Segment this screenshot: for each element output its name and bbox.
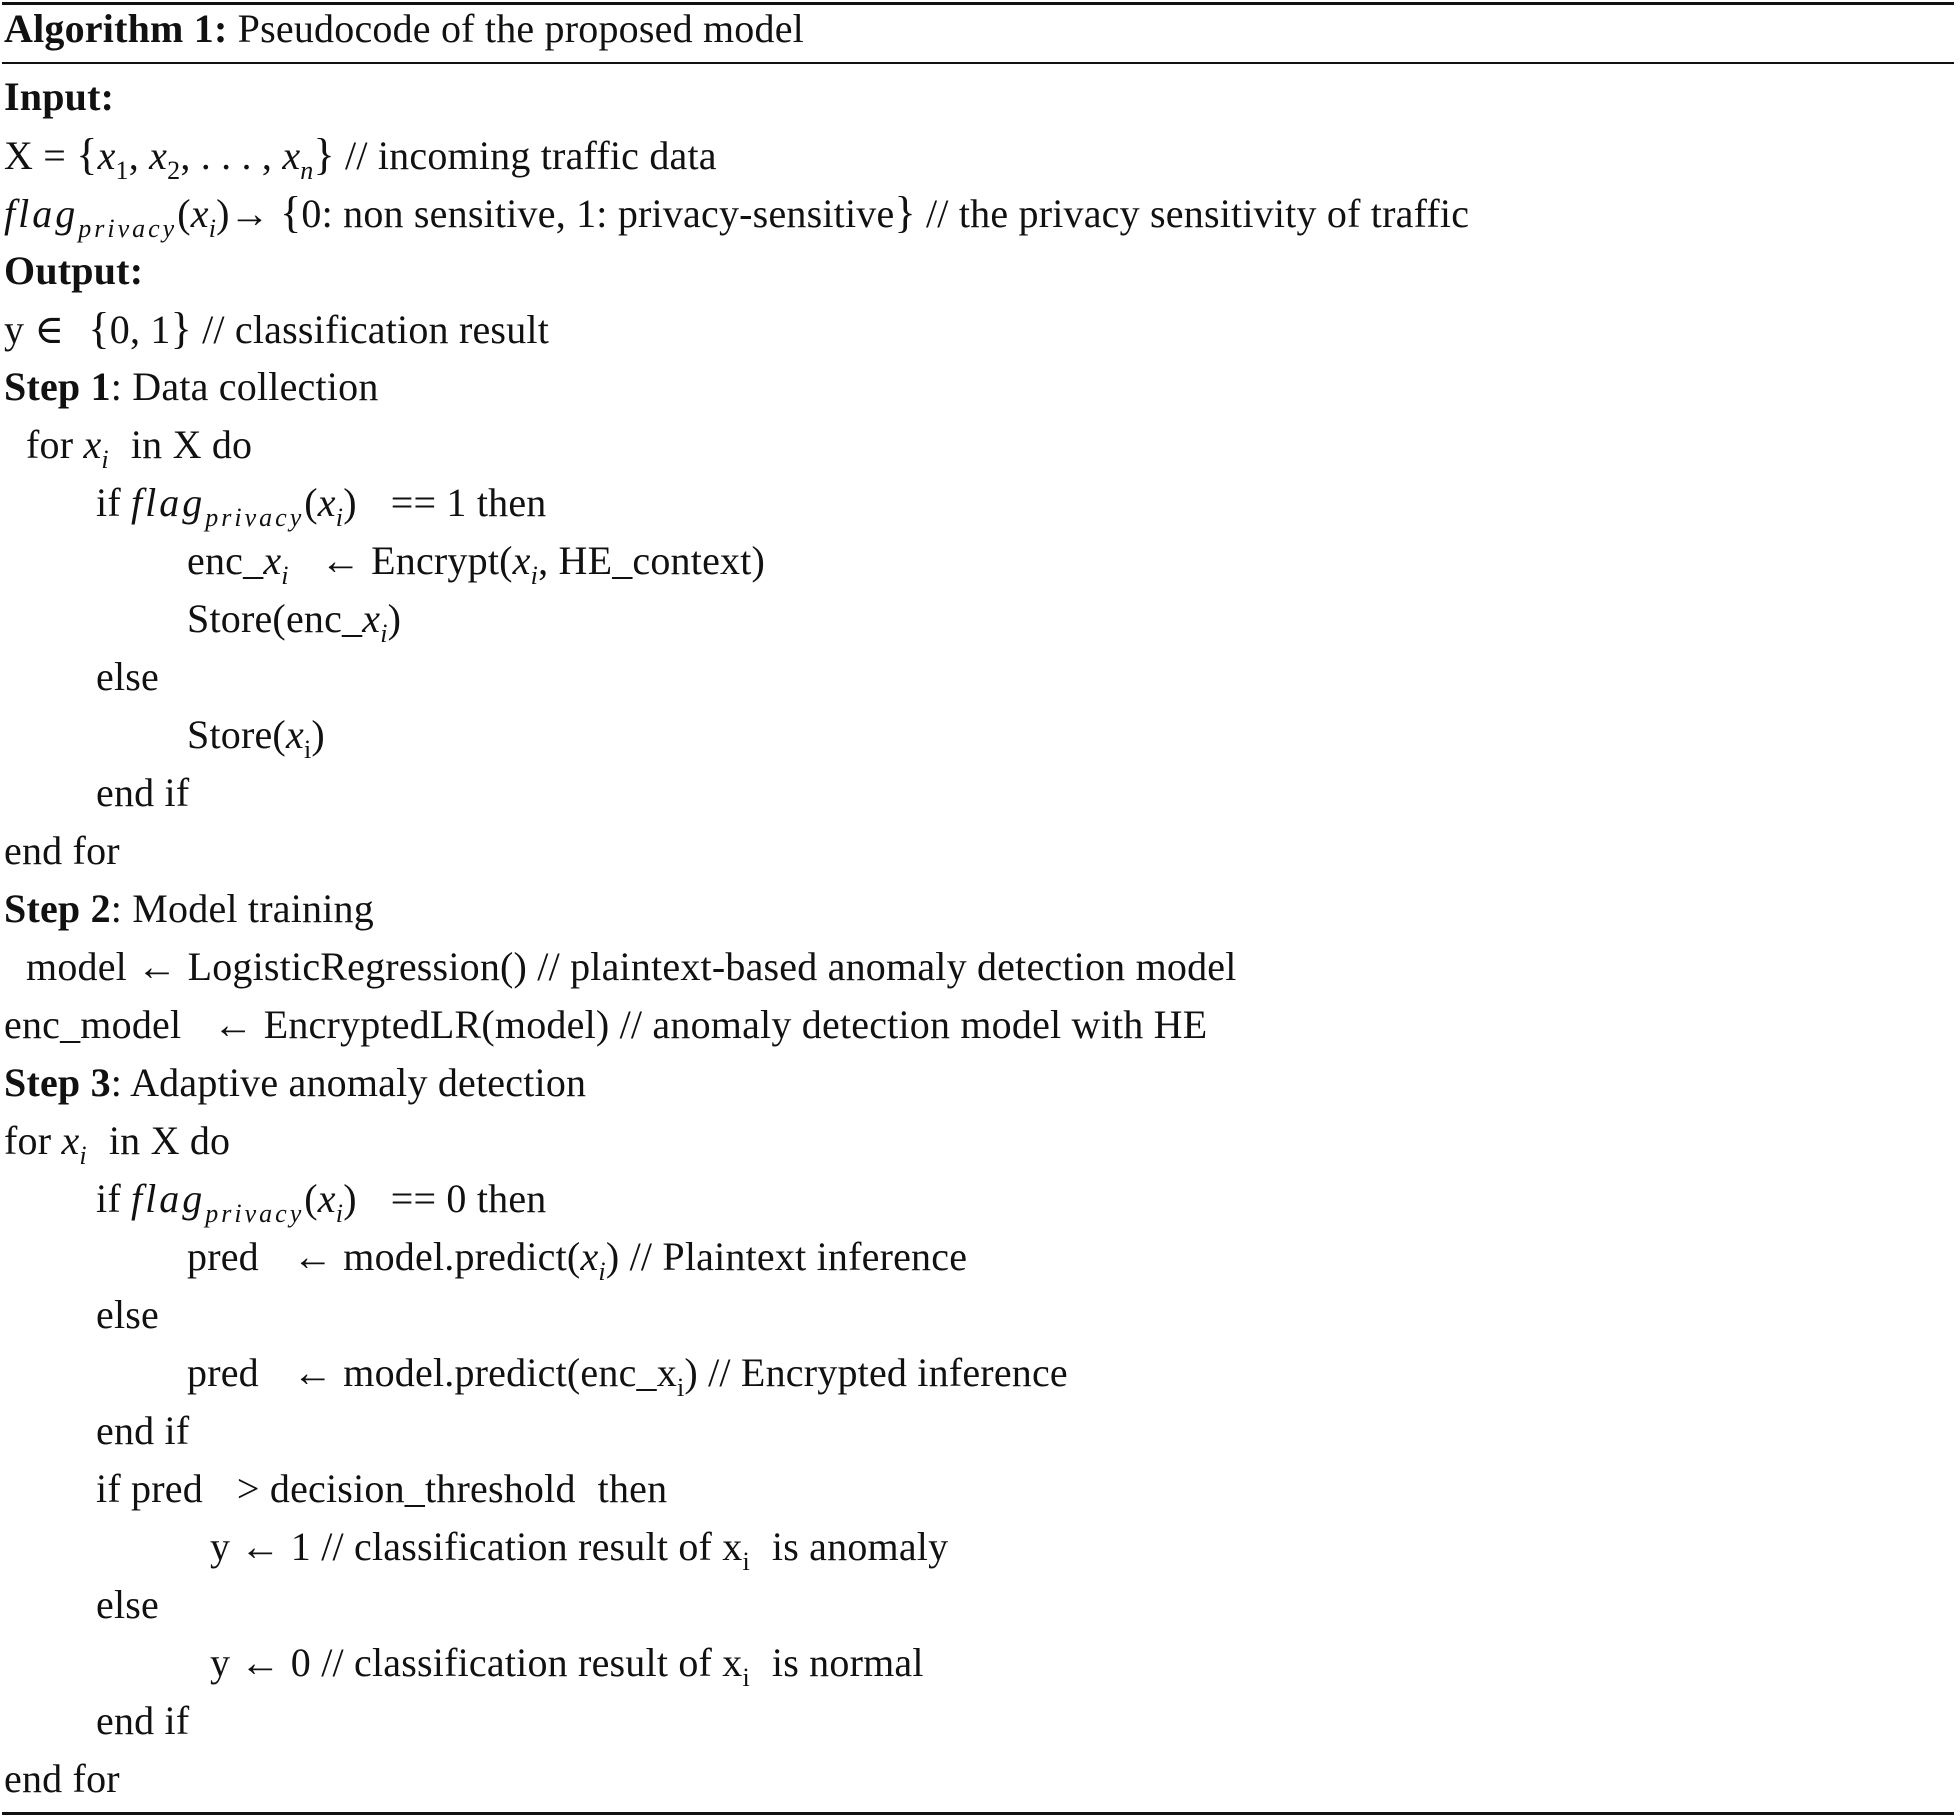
- step3-if2-b: > decision_threshold: [236, 1466, 576, 1511]
- flag-arrow: →: [229, 191, 281, 236]
- step3-y1-b: is anomaly: [771, 1524, 949, 1569]
- step3-endif1-kw: end if: [96, 1408, 190, 1453]
- step3-endfor-kw: end for: [4, 1756, 120, 1801]
- step1-store1-var: x: [362, 596, 381, 641]
- step3-else2-line: [96, 1576, 159, 1634]
- step3-if-flag-sub: privacy: [205, 1199, 305, 1228]
- step1-enc-var: x: [263, 538, 282, 583]
- step3-for-var-sub: i: [79, 1141, 87, 1170]
- step2-model-line: [26, 938, 1237, 996]
- step1-if-rest: == 1 then: [390, 480, 547, 525]
- step3-pred2-b: ) // Encrypted inference: [684, 1350, 1068, 1395]
- step3-y0-sub: i: [742, 1663, 750, 1692]
- step3-for-var: x: [61, 1118, 80, 1163]
- step3-heading: [4, 1054, 586, 1112]
- x2-sub: 2: [167, 156, 181, 185]
- step2-enc-model-name: enc_model: [4, 1002, 182, 1047]
- output-label-line: [4, 242, 143, 300]
- step3-pred1-sub: i: [598, 1257, 606, 1286]
- step3-endif2-line: [96, 1692, 189, 1750]
- step1-store-enc-line: [187, 590, 401, 648]
- step1-store-plain-line: [187, 706, 325, 764]
- x-set-open: {: [76, 130, 98, 179]
- step3-if2-c: then: [597, 1466, 668, 1511]
- step2-model-text: model ← LogisticRegression() // plaintext-based anomaly detection model: [26, 944, 1237, 989]
- step3-if-rest: == 0 then: [390, 1176, 547, 1221]
- flag-set-open: {: [280, 188, 302, 237]
- step1-store1-a: Store(enc_: [187, 596, 363, 641]
- input-x-line: [4, 126, 717, 184]
- step3-if-line: [96, 1170, 547, 1228]
- step3-if-var: x: [317, 1176, 336, 1221]
- step2-heading: [4, 880, 374, 938]
- step3-pred1-a: ← model.predict(: [292, 1234, 581, 1279]
- step3-if-open: (: [304, 1176, 318, 1221]
- step3-for-kw: for: [4, 1118, 62, 1163]
- step1-label: Step 1: [4, 364, 111, 409]
- y-set-close: }: [170, 304, 192, 353]
- step1-title: : Data collection: [110, 364, 379, 409]
- step2-label: Step 2: [4, 886, 111, 931]
- step3-y0-b: is normal: [771, 1640, 924, 1685]
- header-rule: [2, 62, 1954, 64]
- step3-pred-plain-line: [187, 1228, 967, 1286]
- flag-comment: // the privacy sensitivity of traffic: [915, 191, 1470, 236]
- step3-pred2-sub: i: [676, 1373, 685, 1402]
- step1-for-line: [26, 416, 252, 474]
- step1-for-rest: in X do: [130, 422, 253, 467]
- step3-if-close: ): [343, 1176, 357, 1221]
- y-set-open: {: [88, 304, 110, 353]
- step1-for-var-sub: i: [101, 445, 109, 474]
- step1-else-line: [96, 648, 159, 706]
- step3-pred-enc-line: [187, 1344, 1068, 1402]
- algorithm-title: Pseudocode of the proposed model: [227, 6, 804, 51]
- step1-endif-kw: end if: [96, 770, 190, 815]
- step1-if-var: x: [317, 480, 336, 525]
- step1-store1-b: ): [387, 596, 402, 641]
- step1-enc-rest: , HE_context): [538, 538, 766, 583]
- step2-title: : Model training: [110, 886, 374, 931]
- step3-y-normal-line: [210, 1634, 924, 1692]
- step1-store2-a: Store(: [187, 712, 286, 757]
- flag-arg-sub: i: [208, 214, 217, 243]
- step1-if-line: [96, 474, 547, 532]
- algorithm-caption: [4, 0, 804, 58]
- step3-y0-a: y ← 0 // classification result of x: [210, 1640, 743, 1685]
- step3-pred1-b: ) // Plaintext inference: [605, 1234, 968, 1279]
- step3-else2-kw: else: [96, 1582, 159, 1627]
- flag-arg: x: [190, 191, 209, 236]
- step1-for-var: x: [83, 422, 102, 467]
- algorithm-number: Algorithm 1:: [4, 6, 228, 51]
- x-prefix: X =: [4, 133, 77, 178]
- bottom-rule: [2, 1812, 1954, 1815]
- step3-pred2-name: pred: [187, 1350, 259, 1395]
- y-prefix: y ∈: [4, 307, 75, 352]
- input-label: Input:: [4, 74, 115, 119]
- step2-enc-model-line: [4, 996, 1207, 1054]
- flag-set-text: 0: non sensitive, 1: privacy-sensitive: [301, 191, 895, 236]
- input-label-line: [4, 68, 114, 126]
- flag-close: ): [216, 191, 230, 236]
- step1-store2-var: x: [285, 712, 304, 757]
- y-comment: // classification result: [191, 307, 550, 352]
- step3-if-kw: if: [96, 1176, 132, 1221]
- step3-if2-a: if pred: [96, 1466, 203, 1511]
- step3-endfor-line: [4, 1750, 120, 1808]
- step1-store2-b: ): [311, 712, 325, 757]
- step1-enc-arg: x: [512, 538, 531, 583]
- x2: x: [149, 133, 168, 178]
- x-set-close: }: [313, 130, 335, 179]
- step1-store1-sub: i: [380, 619, 388, 648]
- step3-endif2-kw: end if: [96, 1698, 190, 1743]
- x-comment: // incoming traffic data: [334, 133, 717, 178]
- step1-encrypt-line: [187, 532, 765, 590]
- x-sep1: ,: [128, 133, 150, 178]
- step3-else-kw: else: [96, 1292, 159, 1337]
- step1-endfor-kw: end for: [4, 828, 120, 873]
- step3-threshold-line: [96, 1460, 667, 1518]
- xn: x: [282, 133, 301, 178]
- y-set-text: 0, 1: [109, 307, 171, 352]
- step3-pred2-a: ← model.predict(enc_x: [292, 1350, 677, 1395]
- step3-endif1-line: [96, 1402, 189, 1460]
- step1-endfor-line: [4, 822, 120, 880]
- step1-if-kw: if: [96, 480, 132, 525]
- step1-enc-name: enc_: [187, 538, 264, 583]
- step1-if-flag-sub: privacy: [205, 503, 305, 532]
- step3-y1-sub: i: [742, 1547, 750, 1576]
- step3-pred1-var: x: [580, 1234, 599, 1279]
- step3-pred1-name: pred: [187, 1234, 259, 1279]
- step1-for-kw: for: [26, 422, 84, 467]
- flag-set-close: }: [894, 188, 916, 237]
- step2-enc-model-rest: ← EncryptedLR(model) // anomaly detection model with HE: [213, 1002, 1208, 1047]
- step3-y1-a: y ← 1 // classification result of x: [210, 1524, 743, 1569]
- step1-enc-arg-sub: i: [530, 561, 539, 590]
- x1: x: [97, 133, 116, 178]
- xn-sub: n: [300, 156, 314, 185]
- step1-if-flag: flag: [131, 480, 206, 525]
- step3-else-line: [96, 1286, 159, 1344]
- step1-endif-line: [96, 764, 189, 822]
- output-y-line: [4, 300, 549, 358]
- step1-enc-var-sub: i: [281, 561, 289, 590]
- flag-name: flag: [4, 191, 79, 236]
- step1-enc-assign: ← Encrypt(: [320, 538, 513, 583]
- step3-for-rest: in X do: [108, 1118, 231, 1163]
- step3-title: : Adaptive anomaly detection: [110, 1060, 587, 1105]
- step1-if-open: (: [304, 480, 318, 525]
- x1-sub: 1: [115, 156, 129, 185]
- output-label: Output:: [4, 248, 144, 293]
- step3-y-anomaly-line: [210, 1518, 948, 1576]
- flag-sub: privacy: [78, 214, 178, 243]
- step3-if-flag: flag: [131, 1176, 206, 1221]
- step1-if-close: ): [343, 480, 357, 525]
- step1-heading: [4, 358, 379, 416]
- x-sep2: , . . . ,: [180, 133, 283, 178]
- step3-if-var-sub: i: [335, 1199, 344, 1228]
- step3-for-line: [4, 1112, 230, 1170]
- step1-else-kw: else: [96, 654, 159, 699]
- step3-label: Step 3: [4, 1060, 111, 1105]
- step1-store2-sub: i: [303, 735, 312, 764]
- flag-open: (: [177, 191, 191, 236]
- input-flag-line: [4, 184, 1469, 242]
- step1-if-var-sub: i: [335, 503, 344, 532]
